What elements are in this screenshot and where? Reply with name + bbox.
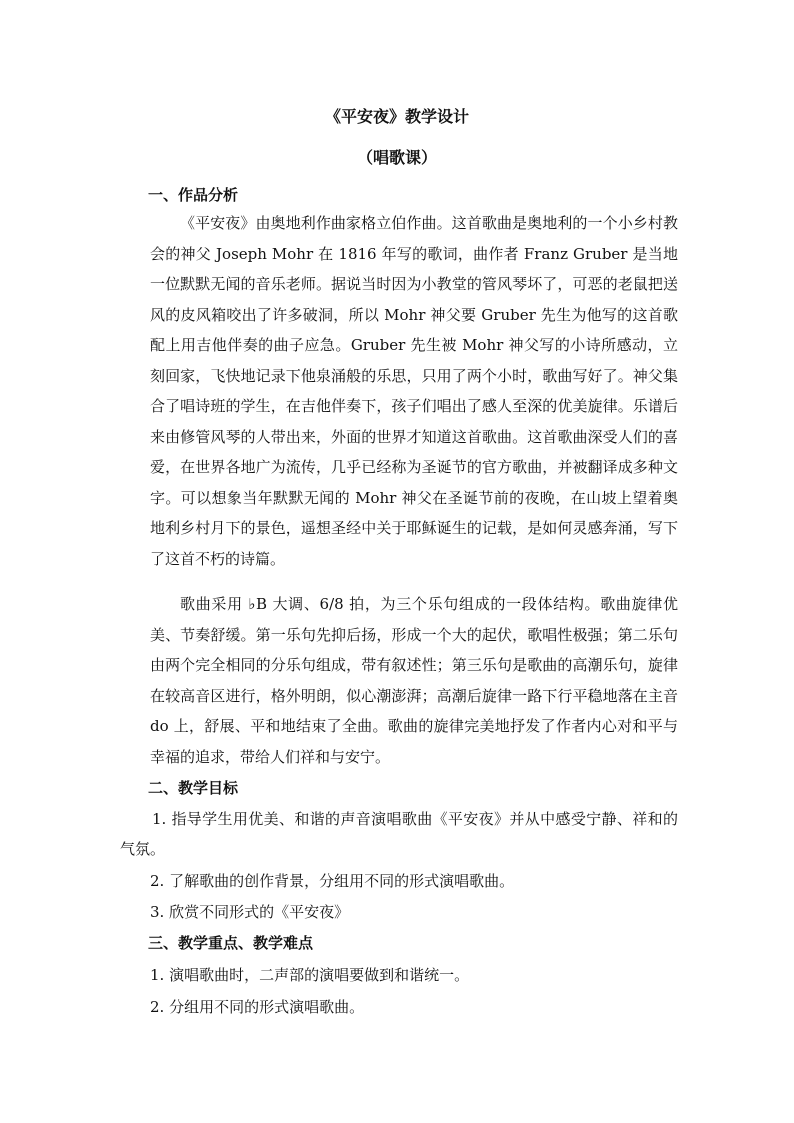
analysis-paragraph-2: 歌曲采用 ♭B 大调、6/8 拍，为三个乐句组成的一段体结构。歌曲旋律优美、节奏舒缓。第一乐句先抑后扬，形成一个大的起伏，歌唱性极强；第二乐句由两个完全相同的分乐句组成，带有叙述性；第三乐句是歌曲的高潮乐句，旋律在较高音区进行，格外明朗，似心潮澎湃；高潮后旋律一路下行平稳地落在主音 do 上，舒展、平和地结束了全曲。歌曲的旋律完美地抒发了作者内心对和平与幸福的追求，带给人们祥和与安宁。 [150,595,678,766]
document-title: 《平安夜》教学设计 [324,107,469,126]
section-heading-key-points: 三、教学重点、教学难点 [148,934,314,952]
objective-item-1: 1. 指导学生用优美、和谐的声音演唱歌曲《平安夜》并从中感受宁静、祥和的气氛。 [120,810,678,858]
section-heading-objectives: 二、教学目标 [148,779,239,797]
section-heading-analysis: 一、作品分析 [148,186,239,204]
analysis-paragraph-1: 《平安夜》由奥地利作曲家格立伯作曲。这首歌曲是奥地利的一个小乡村教会的神父 Joseph Mohr 在 1816 年写的歌词，曲作者 Franz Gruber 是当地一位默默无闻的音乐老师。据说当时因为小教堂的管风琴坏了，可恶的老鼠把送风的皮风箱咬出了许多破洞，所以 Mohr 神父要 Gruber 先生为他写的这首歌配上用吉他伴奏的曲子应急。Gruber 先生被 Mohr 神父写的小诗所感动，立刻回家，飞快地记录下他泉涌般的乐思，只用了两个小时，歌曲写好了。神父集合了唱诗班的学生，在吉他伴奏下，孩子们唱出了感人至深的优美旋律。乐谱后来由修管风琴的人带出来，外面的世界才知道这首歌曲。这首歌曲深受人们的喜爱，在世界各地广为流传，几乎已经称为圣诞节的官方歌曲，并被翻译成多种文字。可以想象当年默默无闻的 Mohr 神父在圣诞节前的夜晚，在山坡上望着奥地利乡村月下的景色，遥想圣经中关于耶稣诞生的记载，是如何灵感奔涌，写下了这首不朽的诗篇。 [150,214,678,568]
document-subtitle: （唱歌课） [356,148,437,167]
objective-item-2: 2. 了解歌曲的创作背景，分组用不同的形式演唱歌曲。 [150,872,515,890]
objective-item-3: 3. 欣赏不同形式的《平安夜》 [150,903,350,921]
key-point-item-1: 1. 演唱歌曲时，二声部的演唱要做到和谐统一。 [150,966,470,984]
key-point-item-2: 2. 分组用不同的形式演唱歌曲。 [150,998,365,1016]
